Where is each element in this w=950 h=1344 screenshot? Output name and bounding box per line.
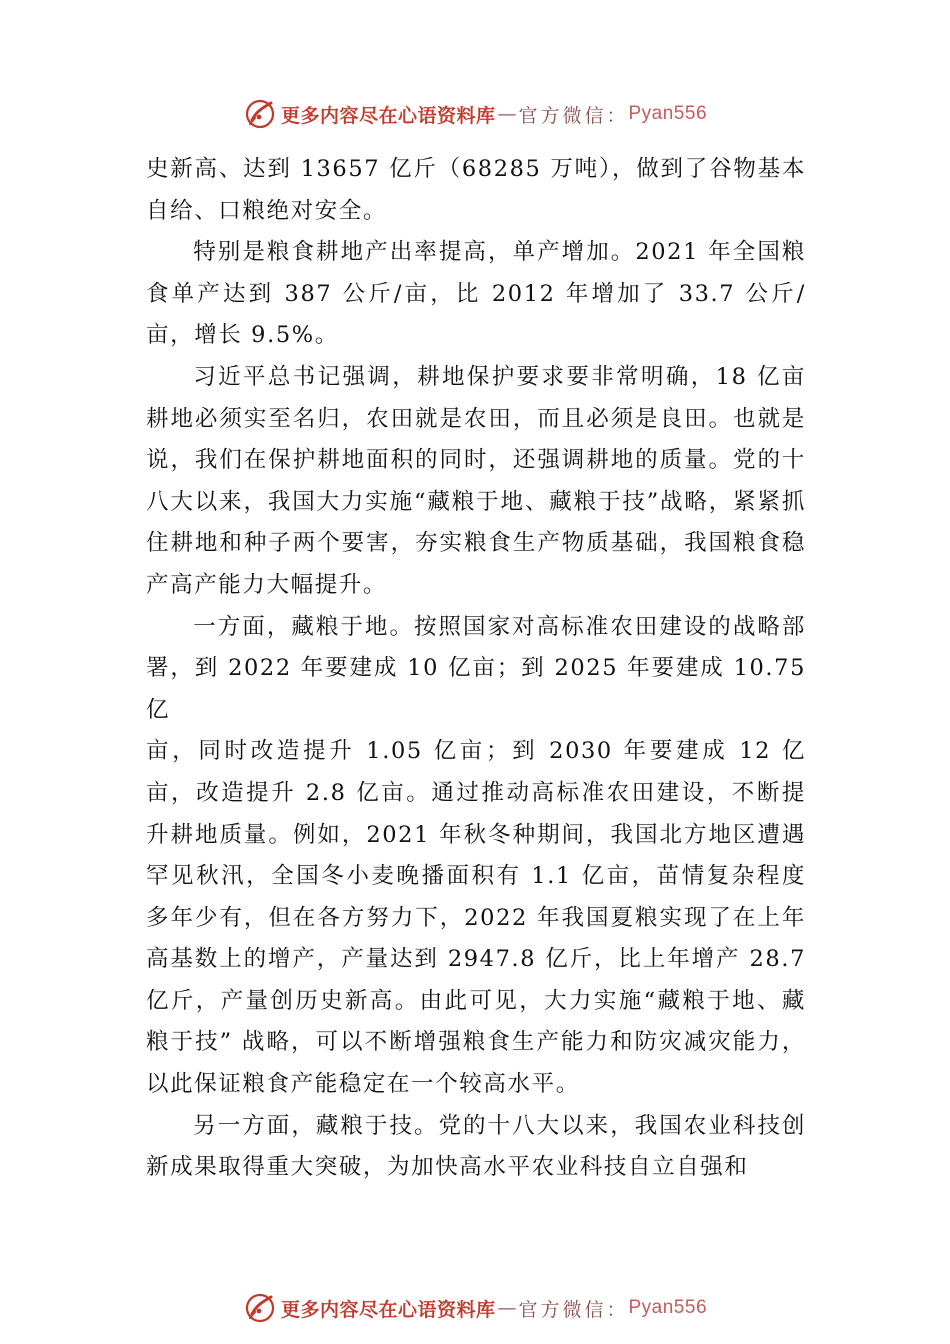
- brush-logo-icon: [243, 1291, 277, 1325]
- paragraph: 一方面，藏粮于地。按照国家对高标准农田建设的战略部署，到 2022 年要建成 10 亿亩；到 2025 年要建成 10.75 亿: [146, 613, 806, 723]
- watermark-dash: —: [497, 1297, 517, 1319]
- watermark-label: 官方微信：: [518, 1298, 629, 1321]
- watermark-account: Pyan556: [628, 103, 708, 124]
- header-watermark: [0, 94, 950, 134]
- watermark-account: Pyan556: [628, 1297, 708, 1318]
- watermark-dash: —: [497, 103, 517, 125]
- paragraph: 史新高、达到 13657 亿斤（68285 万吨），做到了谷物基本自给、口粮绝对安全。: [146, 156, 806, 224]
- footer-watermark: [0, 1288, 950, 1328]
- watermark-brand: 更多内容尽在心语资料库: [280, 104, 496, 127]
- paragraph: 习近平总书记强调，耕地保护要求要非常明确，18 亿亩耕地必须实至名归，农田就是农田，而且必须是良田。也就是说，我们在保护耕地面积的同时，还强调耕地的质量。党的十八大以来，我国大力实施“藏粮于地、藏粮于技”战略，紧紧抓住耕地和种子两个要害，夯实粮食生产物质基础，我国粮食稳产高产能力大幅提升。: [146, 363, 806, 598]
- document-body: [146, 149, 806, 1189]
- paragraph: 另一方面，藏粮于技。党的十八大以来，我国农业科技创新成果取得重大突破，为加快高水平农业科技自立自强和: [146, 1112, 806, 1181]
- watermark-brand: 更多内容尽在心语资料库: [280, 1298, 496, 1321]
- paragraph: 亩，同时改造提升 1.05 亿亩；到 2030 年要建成 12 亿亩，改造提升 2.8 亿亩。通过推动高标准农田建设，不断提升耕地质量。例如，2021 年秋冬种期间，我国北方地区遭遇罕见秋汛，全国冬小麦晚播面积有 1.1 亿亩，苗情复杂程度多年少有，但在各方努力下，2022 年我国夏粮实现了在上年高基数上的增产，产量达到 2947.8 亿斤，比上年增产 28.7 亿斤，产量创历史新高。由此可见，大力实施“藏粮于地、藏粮于技” 战略，可以不断增强粮食生产能力和防灾减灾能力，以此保证粮食产能稳定在一个较高水平。: [146, 738, 806, 1098]
- paragraph: 特别是粮食耕地产出率提高，单产增加。2021 年全国粮食单产达到 387 公斤/亩，比 2012 年增加了 33.7 公斤/亩，增长 9.5%。: [146, 239, 806, 349]
- brush-logo-icon: [243, 97, 277, 131]
- watermark-label: 官方微信：: [518, 104, 629, 127]
